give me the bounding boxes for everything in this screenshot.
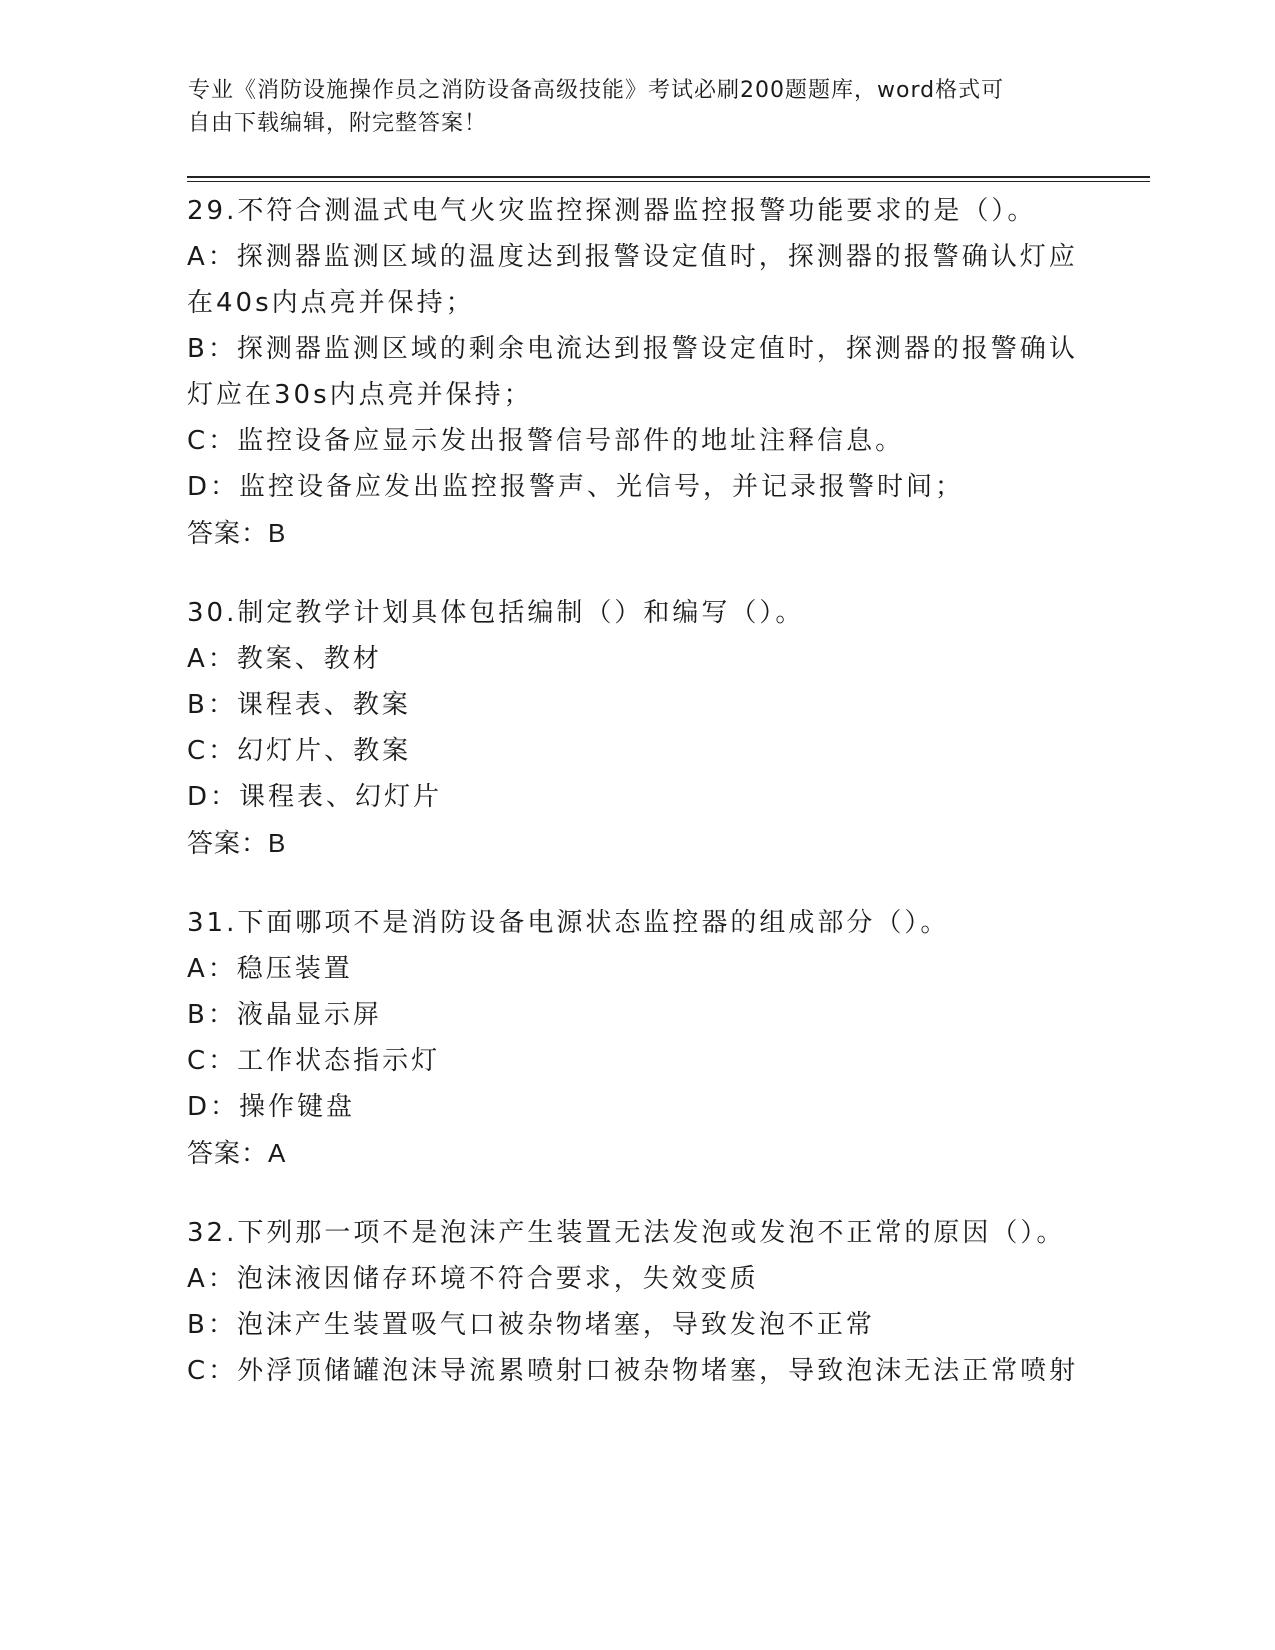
option-d: D：监控设备应发出监控报警声、光信号，并记录报警时间； xyxy=(187,472,965,502)
option-a: A：教案、教材 xyxy=(187,644,382,674)
option-a: A：探测器监测区域的温度达到报警设定值时，探测器的报警确认灯应 xyxy=(187,242,1078,272)
option-c: C：工作状态指示灯 xyxy=(187,1046,441,1076)
question-stem: 31.下面哪项不是消防设备电源状态监控器的组成部分（）。 xyxy=(187,908,950,938)
question-32 xyxy=(187,1210,1087,1394)
option-b-continued: 灯应在30s内点亮并保持； xyxy=(187,380,533,410)
option-a: A：泡沫液因储存环境不符合要求，失效变质 xyxy=(187,1264,759,1294)
header-divider-thin xyxy=(187,181,1150,182)
header-line-2: 自由下载编辑，附完整答案！ xyxy=(188,111,488,136)
question-30 xyxy=(187,590,1087,866)
option-b: B：液晶显示屏 xyxy=(187,1000,382,1030)
option-a-continued: 在40s内点亮并保持； xyxy=(187,288,475,318)
option-d: D：课程表、幻灯片 xyxy=(187,782,443,812)
question-stem: 32.下列那一项不是泡沫产生装置无法发泡或发泡不正常的原因（）。 xyxy=(187,1218,1066,1248)
header-line-1: 专业《消防设施操作员之消防设备高级技能》考试必刷200题题库，word格式可 xyxy=(188,78,1005,103)
option-d: D：操作键盘 xyxy=(187,1092,356,1122)
option-b: B：课程表、教案 xyxy=(187,690,411,720)
question-31 xyxy=(187,900,1087,1176)
option-b: B：泡沫产生装置吸气口被杂物堵塞，导致发泡不正常 xyxy=(187,1310,875,1340)
answer: 答案：B xyxy=(187,518,287,548)
question-29 xyxy=(187,188,1087,556)
answer: 答案：B xyxy=(187,828,287,858)
answer: 答案：A xyxy=(187,1138,287,1168)
question-stem: 29.不符合测温式电气火灾监控探测器监控报警功能要求的是（）。 xyxy=(187,196,1037,226)
option-c: C：监控设备应显示发出报警信号部件的地址注释信息。 xyxy=(187,426,905,456)
option-b: B：探测器监测区域的剩余电流达到报警设定值时，探测器的报警确认 xyxy=(187,334,1078,364)
question-stem: 30.制定教学计划具体包括编制（）和编写（）。 xyxy=(187,598,805,628)
option-c: C：外浮顶储罐泡沫导流累喷射口被杂物堵塞，导致泡沫无法正常喷射 xyxy=(187,1356,1079,1386)
header-divider-thick xyxy=(187,176,1150,178)
question-list xyxy=(187,188,1087,1428)
option-a: A：稳压装置 xyxy=(187,954,353,984)
option-c: C：幻灯片、教案 xyxy=(187,736,412,766)
document-header xyxy=(188,74,1088,140)
